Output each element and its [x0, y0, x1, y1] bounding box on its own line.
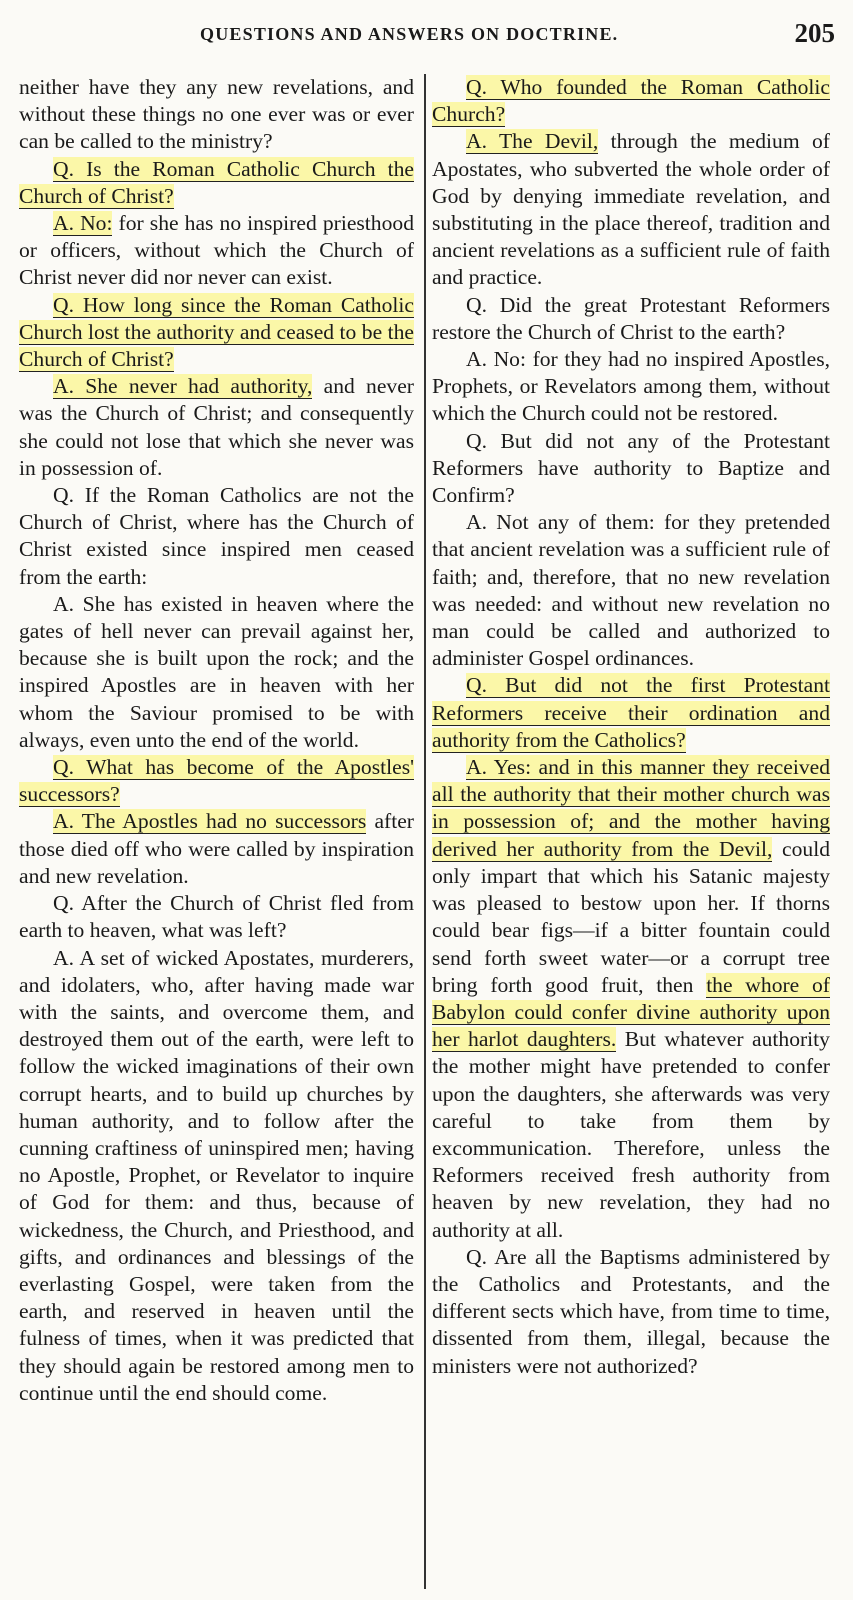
highlighted-text: A. She never had authority,: [53, 374, 313, 399]
paragraph-text: after those died off who were called by inspiration and new revelation.: [19, 809, 414, 888]
paragraph: [19, 373, 414, 482]
paragraph-text: But whatever authority the mother might have pretended to confer upon the daughters, she afterwards was very careful to take from them by excommunication. Therefore, unless the Reformers received fresh authority from heaven by new revelation, they had no authority at all.: [432, 1027, 830, 1242]
highlighted-text: Q. But did not the first Protestant Reformers receive their ordination and authority from the Catholics?: [432, 673, 830, 752]
paragraph: [19, 754, 414, 808]
paragraph: [19, 945, 414, 1407]
running-head: QUESTIONS AND ANSWERS ON DOCTRINE.: [200, 24, 619, 44]
paragraph-text: through the medium of Apostates, who subverted the whole order of God by denying immediate revelation, and substituting in the place thereof, tradition and ancient revelations as a sufficient rule of faith and practice.: [432, 129, 830, 290]
paragraph: [432, 74, 830, 128]
paragraph-text: A. No: for they had no inspired Apostles, Prophets, or Revelators among them, without which the Church could not be restored.: [432, 347, 830, 426]
paragraph-text: Q. But did not any of the Protestant Reformers have authority to Baptize and Confirm?: [432, 428, 830, 508]
left-column: [19, 74, 414, 1594]
paragraph: [432, 292, 830, 346]
paragraph-text: A. Not any of them: for they pretended that ancient revelation was a sufficient rule of faith; and, therefore, that no new revelation was needed: and without new revelation no man could be called and authorized to administer Gospel ordinances.: [432, 510, 830, 671]
paragraph: [19, 74, 414, 156]
highlighted-text: Q. Who founded the Roman Catholic Church?: [432, 75, 830, 127]
paragraph: [19, 808, 414, 890]
right-column: [432, 74, 830, 1594]
highlighted-text: Q. Is the Roman Catholic Church the Church of Christ?: [19, 156, 414, 208]
paragraph-text: neither have they any new revelations, and without these things no one ever was or ever can be called to the ministry?: [19, 75, 414, 154]
highlighted-text: A. Yes: and in this manner they received all the authority that their mother church was in possession of; and the mother having derived her authority from the Devil,: [432, 755, 830, 861]
paragraph: [19, 482, 414, 591]
paragraph: [432, 428, 830, 510]
paragraph: [19, 890, 414, 944]
paragraph: [19, 591, 414, 754]
paragraph: [432, 1244, 830, 1380]
paragraph-text: Q. If the Roman Catholics are not the Church of Christ, where has the Church of Christ existed since inspired men ceased from the earth:: [19, 483, 414, 589]
paragraph: [432, 128, 830, 291]
highlighted-text: A. The Devil,: [466, 129, 599, 154]
highlighted-text: Q. What has become of the Apostles' successors?: [19, 755, 414, 807]
paragraph-text: Q. Are all the Baptisms administered by the Catholics and Protestants, and the different sects which have, from time to time, dissented from them, illegal, because the ministers were not authorized?: [432, 1244, 830, 1378]
paragraph: [432, 754, 830, 1244]
page-header: [0, 18, 853, 58]
paragraph: [19, 156, 414, 210]
paragraph-text: Q. After the Church of Christ fled from earth to heaven, what was left?: [19, 891, 414, 943]
paragraph: [432, 509, 830, 672]
paragraph: [432, 672, 830, 754]
paragraph-text: for she has no inspired priesthood or officers, without which the Church of Christ never did nor never can exist.: [19, 211, 414, 290]
column-divider: [424, 74, 426, 1589]
paragraph: [432, 346, 830, 428]
paragraph-text: and never was the Church of Christ; and consequently she could not lose that which she never was in possession of.: [19, 374, 414, 480]
highlighted-text: the whore of Babylon could confer divine authority upon her harlot daughters.: [432, 972, 830, 1052]
paragraph-text: could only impart that which his Satanic majesty was pleased to bestow upon her. If thorns could bear figs—if a bitter fountain could send forth sweet water—or a corrupt tree bring forth good fruit, then: [432, 836, 831, 997]
paragraph-text: Q. Did the great Protestant Reformers restore the Church of Christ to the earth?: [432, 292, 830, 344]
paragraph-text: A. A set of wicked Apostates, murderers, and idolaters, who, after having made war with the saints, and overcome them, and destroyed them out of the earth, were left to follow the wicked imaginations of their own corrupt hearts, and to build up churches by human authority, and to follow after the cunning craftiness of uninspired men; having no Apostle, Prophet, or Revelator to inquire of God for them: and thus, because of wickedness, the Church, and Priesthood, and gifts, and ordinances and blessings of the everlasting Gospel, were taken from the earth, and reserved in heaven until the fulness of times, when it was predicted that they should again be restored among men to continue until the end should come.: [19, 945, 414, 1405]
highlighted-text: A. No:: [53, 211, 113, 236]
paragraph: [19, 210, 414, 292]
highlighted-text: A. The Apostles had no successors: [53, 809, 367, 834]
paragraph-text: A. She has existed in heaven where the gates of hell never can prevail against her, because she is built upon the rock; and the inspired Apostles are in heaven with her whom the Saviour promised to be with always, even unto the end of the world.: [19, 591, 414, 752]
page-number: 205: [794, 18, 835, 48]
highlighted-text: Q. How long since the Roman Catholic Church lost the authority and ceased to be the Church of Christ?: [19, 292, 414, 372]
paragraph: [19, 292, 414, 374]
